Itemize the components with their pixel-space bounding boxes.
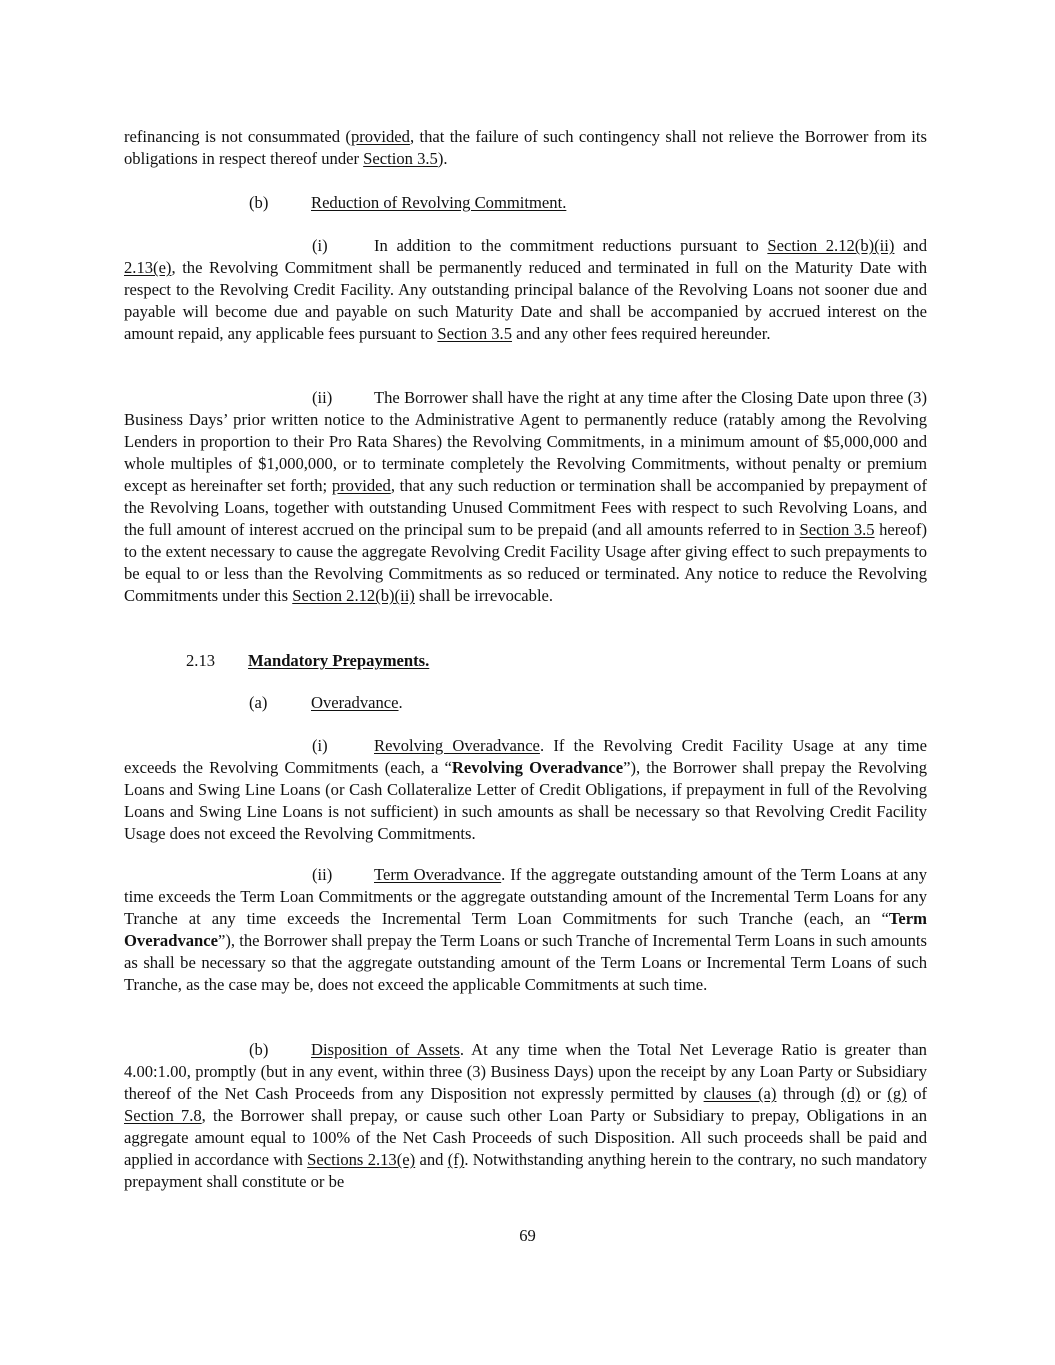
- text: ”), the Borrower shall prepay the Revolving Loans and Swing Line Loans (or Cash Collateralize Letter of Credit Obligations, if prepayment in full of the Revolving Loans and Swing Line Loans is not sufficient) in such amounts as shall be necessary so that Revolving Credit Facility Usage does not exceed the Revolving Commitments.: [124, 758, 927, 843]
- section-reference: Section 2.12(b)(ii): [292, 586, 415, 605]
- text: , the Revolving Commitment shall be permanently reduced and terminated in full on the Maturity Date with respect to the Revolving Credit Facility. Any outstanding principal balance of the Revolving Loans not sooner due and payable will become due and payable on such Maturity Date and shall be accompanied by accrued interest on the amount repaid, any applicable fees pursuant to: [124, 258, 927, 343]
- clause-reference: clauses (a): [703, 1084, 777, 1103]
- defined-term: Revolving Overadvance: [451, 758, 624, 777]
- term-provided: provided: [331, 476, 391, 495]
- text: ).: [437, 149, 448, 168]
- text: , that the failure of such contingency shall not relieve the Borrower from its obligations in respect thereof under: [124, 127, 927, 168]
- clause-a-ii: [124, 864, 927, 996]
- text: The Borrower shall have the right at any time after the Closing Date upon three (3) Business Days’ prior written notice to the Administrative Agent to permanently reduce (ratably among the Revolving Lenders in proportion to their Pro Rata Shares) the Revolving Commitments, in a minimum amount of $5,000,000 and whole multiples of $1,000,000, or to terminate completely the Revolving Commitments, without penalty or premium except as hereinafter set forth;: [124, 388, 927, 495]
- clause-a-i: [124, 735, 927, 845]
- section-reference: Section 7.8: [124, 1106, 202, 1125]
- section-reference: Section 3.5: [799, 520, 875, 539]
- text: , that any such reduction or termination shall be accompanied by prepayment of the Revolving Loans, together with outstanding Unused Commitment Fees with respect to such Revolving Loans, and the full amount of interest accrued on the principal sum to be prepaid (and all amounts referred to in: [124, 476, 928, 539]
- page-number: 69: [519, 1226, 536, 1245]
- clause-label: (ii): [312, 388, 333, 407]
- subsection-title: Disposition of Assets: [311, 1040, 460, 1059]
- section-reference: Section 3.5: [437, 324, 513, 343]
- text: , the Borrower shall prepay, or cause such other Loan Party or Subsidiary to prepay, Obligations in an aggregate amount equal to 100% of the Net Cash Proceeds of such Disposition. All such proceeds shall be paid and applied in accordance with: [124, 1106, 927, 1169]
- text: hereof) to the extent necessary to cause the aggregate Revolving Credit Facility Usage after giving effect to such prepayments to be equal to or less than the Revolving Commitments as so reduced or terminated. Any notice to reduce the Revolving Commitments under this: [124, 520, 927, 605]
- subsection-b-heading: [249, 192, 566, 214]
- section-reference: Section 2.12(b)(ii): [767, 236, 895, 255]
- section-title: Mandatory Prepayments.: [248, 651, 430, 670]
- clause-reference: (g): [887, 1084, 907, 1103]
- text: and: [415, 1150, 448, 1169]
- subsection-label: (a): [249, 693, 268, 712]
- text: shall be irrevocable.: [414, 586, 554, 605]
- text: . If the aggregate outstanding amount of the Term Loans at any time exceeds the Term Loan Commitments or the aggregate outstanding amount of the Incremental Term Loans for any Tranche at any time exceeds the Incremental Term Loan Commitments for such Tranche (each, an “: [124, 865, 927, 928]
- clause-label: (i): [312, 736, 328, 755]
- defined-term: Term Overadvance: [124, 909, 927, 950]
- clause-title: Term Overadvance: [374, 865, 502, 884]
- subsection-label: (b): [249, 193, 269, 212]
- clause-reference: (d): [841, 1084, 861, 1103]
- term-provided: provided: [350, 127, 410, 146]
- subsection-a-heading: [249, 692, 403, 714]
- text: . Notwithstanding anything herein to the contrary, no such mandatory prepayment shall constitute or be: [124, 1150, 928, 1191]
- clause-reference: (f): [447, 1150, 465, 1169]
- text: refinancing is not consummated (: [124, 127, 351, 146]
- text: . If the Revolving Credit Facility Usage at any time exceeds the Revolving Commitments (each, a “: [124, 736, 928, 777]
- clause-label: (i): [312, 236, 328, 255]
- clause-b-ii: [124, 387, 927, 607]
- text: of: [906, 1084, 928, 1103]
- text: through: [776, 1084, 842, 1103]
- section-number: 2.13: [186, 651, 216, 670]
- subsection-b-disposition: [124, 1039, 927, 1193]
- text: and: [894, 236, 928, 255]
- section-2-13-heading: [186, 650, 429, 672]
- text: ”), the Borrower shall prepay the Term Loans or such Tranche of Incremental Term Loans in such amounts as shall be necessary so that the aggregate outstanding amount of the Term Loans or Incremental Term Loans of such Tranche, as the case may be, does not exceed the applicable Commitments at such time.: [124, 931, 927, 994]
- section-reference: 2.13(e): [124, 258, 172, 277]
- text: and any other fees required hereunder.: [512, 324, 771, 343]
- clause-b-i: [124, 235, 927, 345]
- text: . At any time when the Total Net Leverage Ratio is greater than 4.00:1.00, promptly (but in any event, within three (3) Business Days) upon the receipt by any Loan Party or Subsidiary thereof of the Net Cash Proceeds from any Disposition not expressly permitted by: [124, 1040, 927, 1103]
- section-reference: Section 3.5: [363, 149, 438, 168]
- text: In addition to the commitment reductions pursuant to: [374, 236, 768, 255]
- text: or: [860, 1084, 888, 1103]
- subsection-label: (b): [249, 1040, 269, 1059]
- subsection-title: Reduction of Revolving Commitment.: [311, 193, 567, 212]
- section-reference: Sections 2.13(e): [307, 1150, 416, 1169]
- subsection-title: Overadvance: [311, 693, 399, 712]
- paragraph-continuation: [124, 126, 927, 170]
- clause-label: (ii): [312, 865, 333, 884]
- clause-title: Revolving Overadvance: [374, 736, 540, 755]
- text: .: [398, 693, 403, 712]
